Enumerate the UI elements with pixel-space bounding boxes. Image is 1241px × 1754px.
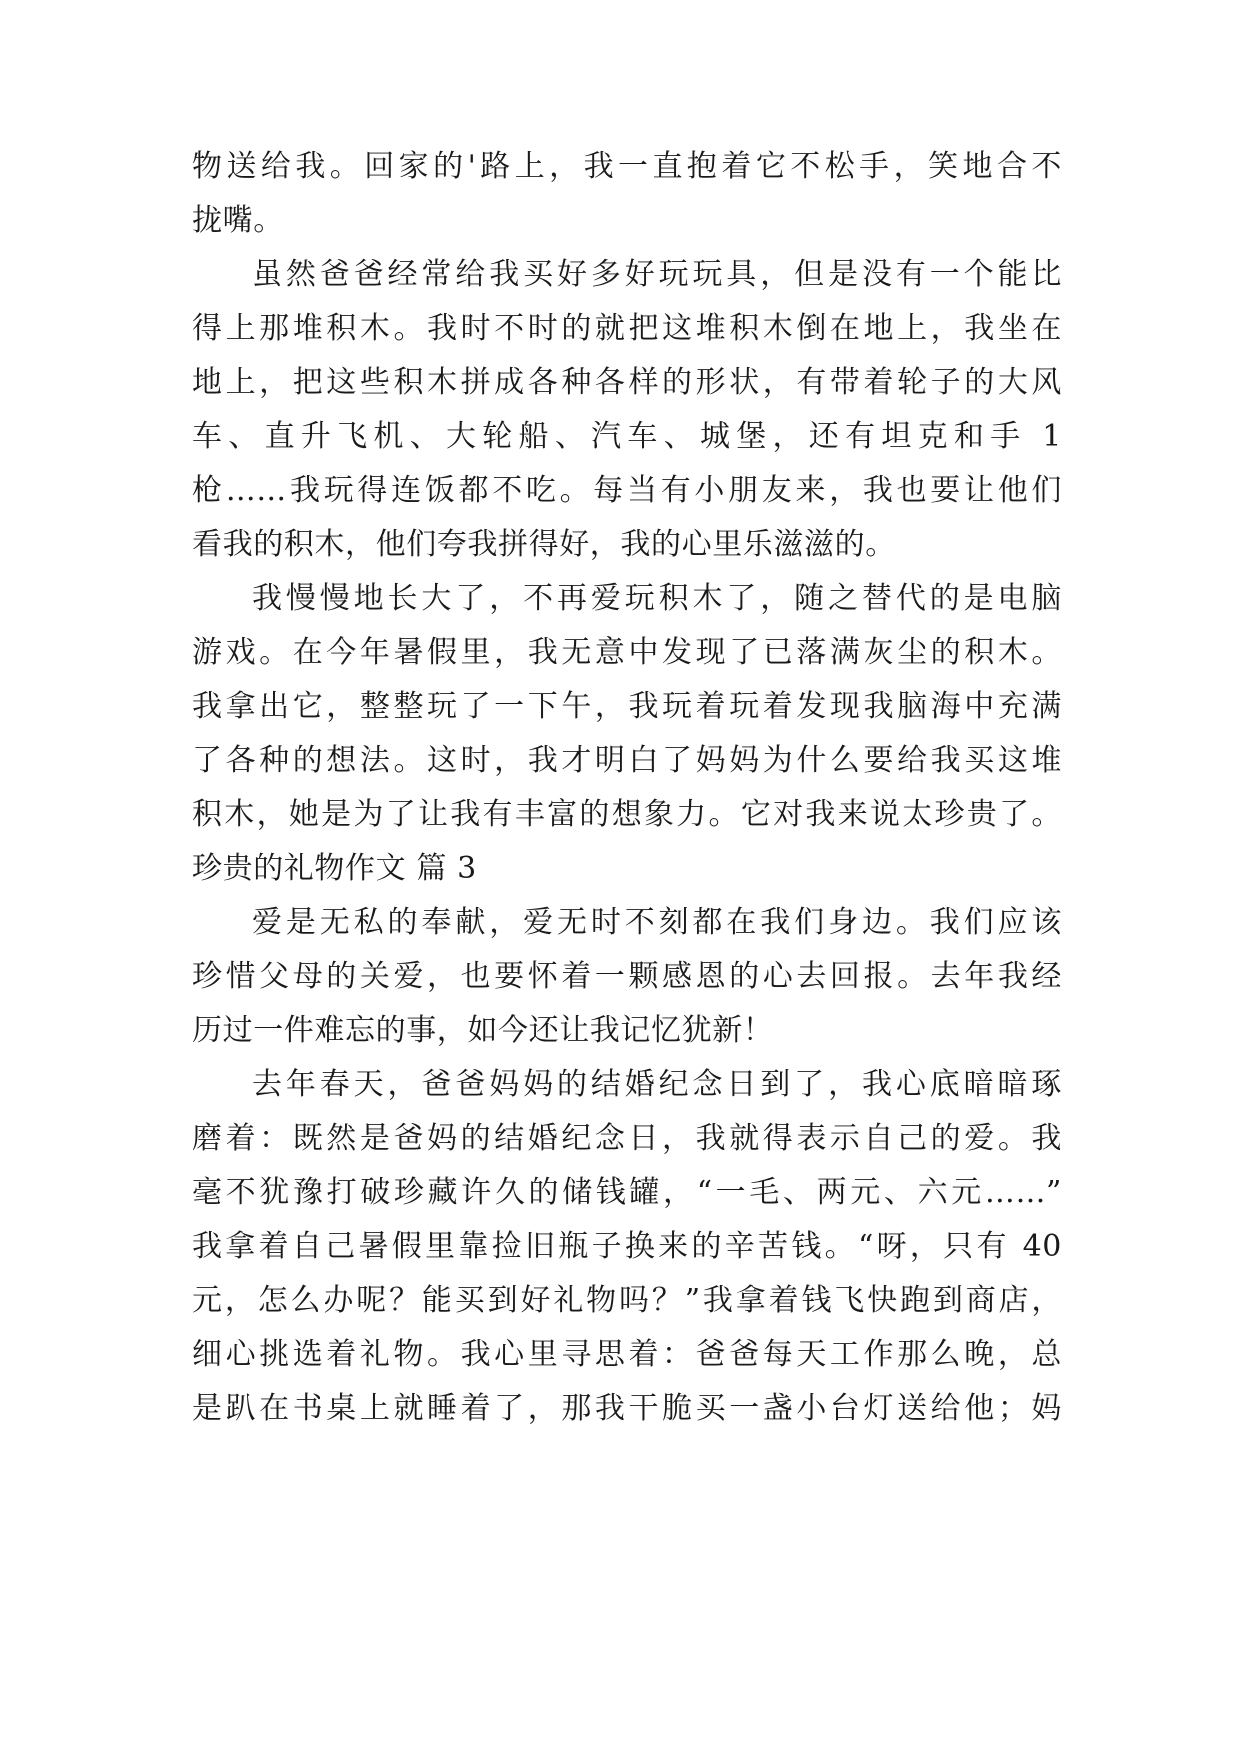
text-line: 元，怎么办呢？能买到好礼物吗？”我拿着钱飞快跑到商店，: [192, 1283, 1062, 1318]
text-line: 得上那堆积木。我时不时的就把这堆积木倒在地上，我坐在: [192, 311, 1062, 346]
text-line: 看我的积木，他们夸我拼得好，我的心里乐滋滋的。: [192, 527, 896, 562]
text-line: 积木，她是为了让我有丰富的想象力。它对我来说太珍贵了。: [192, 797, 1062, 832]
section-heading: 珍贵的礼物作文 篇 3: [192, 851, 477, 886]
text-line: 游戏。在今年暑假里，我无意中发现了已落满灰尘的积木。: [192, 635, 1062, 670]
paragraph-first-line: 我慢慢地长大了，不再爱玩积木了，随之替代的是电脑: [252, 581, 1062, 616]
text-line: 历过一件难忘的事，如今还让我记忆犹新！: [192, 1013, 774, 1048]
paragraph-first-line: 去年春天，爸爸妈妈的结婚纪念日到了，我心底暗暗琢: [252, 1067, 1062, 1102]
text-line: 了各种的想法。这时，我才明白了妈妈为什么要给我买这堆: [192, 743, 1062, 778]
text-line: 毫不犹豫打破珍藏许久的储钱罐，“一毛、两元、六元……”: [192, 1175, 1062, 1210]
text-line: 物送给我。回家的'路上，我一直抱着它不松手，笑地合不: [192, 149, 1062, 184]
text-line: 拢嘴。: [192, 203, 284, 238]
text-line: 我拿出它，整整玩了一下午，我玩着玩着发现我脑海中充满: [192, 689, 1062, 724]
text-line: 细心挑选着礼物。我心里寻思着：爸爸每天工作那么晚，总: [192, 1337, 1062, 1372]
text-line: 枪……我玩得连饭都不吃。每当有小朋友来，我也要让他们: [192, 473, 1062, 508]
text-line: 磨着：既然是爸妈的结婚纪念日，我就得表示自己的爱。我: [192, 1121, 1062, 1156]
paragraph-first-line: 虽然爸爸经常给我买好多好玩玩具，但是没有一个能比: [252, 257, 1062, 292]
paragraph-first-line: 爱是无私的奉献，爱无时不刻都在我们身边。我们应该: [252, 905, 1062, 940]
text-line: 车、直升飞机、大轮船、汽车、城堡，还有坦克和手 1: [192, 419, 1062, 454]
text-line: 我拿着自己暑假里靠捡旧瓶子换来的辛苦钱。“呀，只有 40: [192, 1229, 1062, 1264]
text-line: 珍惜父母的关爱，也要怀着一颗感恩的心去回报。去年我经: [192, 959, 1062, 994]
text-line: 地上，把这些积木拼成各种各样的形状，有带着轮子的大风: [192, 365, 1062, 400]
text-line: 是趴在书桌上就睡着了，那我干脆买一盏小台灯送给他；妈: [192, 1391, 1062, 1426]
